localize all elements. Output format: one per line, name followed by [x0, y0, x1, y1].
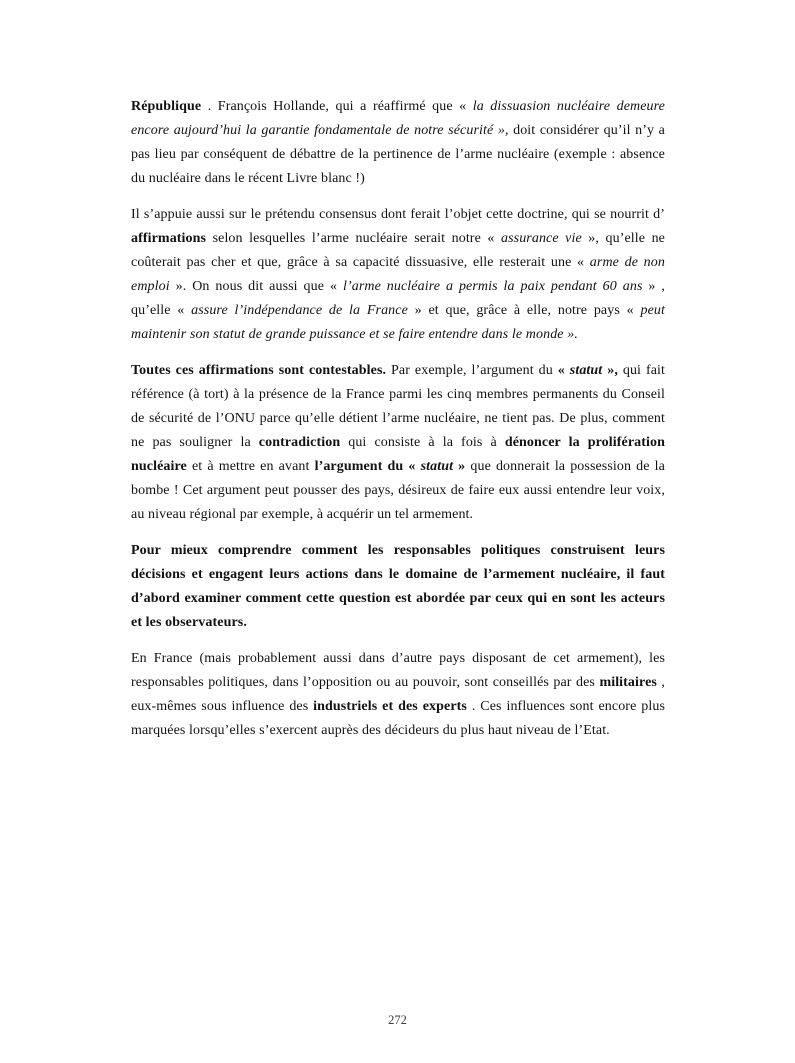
paragraph-pour-mieux-comprendre	[131, 539, 665, 635]
document-page	[131, 95, 665, 743]
text-run: , eux-mêmes sous influence des	[131, 675, 666, 714]
text-run: la dissuasion nucléaire demeure encore aujourd’hui la garantie fondamentale de notre sécurité »,	[131, 99, 665, 138]
text-run: et à mettre en avant	[186, 459, 315, 474]
text-run: militaires	[599, 675, 657, 690]
text-run: » et que, grâce à elle, notre pays «	[407, 303, 641, 318]
text-run: qui fait référence (à tort) à la présence de la France parmi les cinq membres permanents du Conseil de sécurité de l’ONU parce qu’elle détient l’arme nucléaire, ne tient pas. De plus, comment ne pas souligner la	[131, 363, 665, 450]
text-run: Toutes ces affirmations sont contestables.	[131, 363, 387, 378]
text-run: statut	[569, 363, 603, 378]
document-body	[131, 95, 665, 743]
paragraph-consensus	[131, 203, 665, 347]
text-run: dénoncer la prolifération nucléaire	[131, 435, 665, 474]
text-run: industriels et des experts	[313, 699, 467, 714]
text-run: peut maintenir son statut de grande puissance et se faire entendre dans le monde ».	[131, 303, 665, 342]
text-run: l’argument du «	[314, 459, 421, 474]
text-run: République	[131, 99, 202, 114]
text-run: Il s’appuie aussi sur le prétendu consensus dont ferait l’objet cette doctrine, qui se nourrit d’	[131, 207, 665, 222]
text-run: Pour mieux comprendre comment les responsables politiques construisent leurs décisions et engagent leurs actions dans le domaine de l’armement nucléaire, il faut d’abord examiner comment cette question est abordée par ceux qui en sont les acteurs et les observateurs.	[131, 543, 665, 630]
text-run: selon lesquelles l’arme nucléaire serait notre «	[206, 231, 501, 246]
paragraph-en-france	[131, 647, 665, 743]
text-run: affirmations	[131, 231, 207, 246]
text-run: »	[453, 459, 466, 474]
text-run: ». On nous dit aussi que «	[169, 279, 343, 294]
text-run: statut	[420, 459, 454, 474]
text-run: », qu’elle ne coûterait pas cher et que, grâce à sa capacité dissuasive, elle resterait une «	[131, 231, 665, 270]
text-run: . Ces influences sont encore plus marquées lorsqu’elles s’exercent auprès des décideurs du plus haut niveau de l’Etat.	[131, 699, 665, 738]
text-run: assure l’indépendance de la France	[191, 303, 408, 318]
page-number: 272	[388, 1013, 407, 1027]
paragraph-republique	[131, 95, 665, 191]
text-run: qui consiste à la fois à	[340, 435, 505, 450]
text-run: doit considérer qu’il n’y a pas lieu par conséquent de débattre de la pertinence de l’arme nucléaire (exemple : absence du nucléaire dans le récent Livre blanc !)	[131, 123, 665, 186]
text-run: contradiction	[258, 435, 341, 450]
text-run: «	[557, 363, 570, 378]
text-run: assurance vie	[501, 231, 582, 246]
text-run: arme de non emploi	[131, 255, 665, 294]
paragraph-contestables	[131, 359, 665, 527]
text-run: . François Hollande, qui a réaffirmé que «	[201, 99, 473, 114]
text-run: » , qu’elle «	[131, 279, 665, 318]
text-run: Par exemple, l’argument du	[386, 363, 558, 378]
text-run: En France (mais probablement aussi dans d’autre pays disposant de cet armement), les responsables politiques, dans l’opposition ou au pouvoir, sont conseillés par des	[131, 651, 665, 690]
text-run: l’arme nucléaire a permis la paix pendant 60 ans	[342, 279, 643, 294]
text-run: »,	[602, 363, 618, 378]
text-run: que donnerait la possession de la bombe ! Cet argument peut pousser des pays, désireux de faire eux aussi entendre leur voix, au niveau régional par exemple, à acquérir un tel armement.	[131, 459, 665, 522]
